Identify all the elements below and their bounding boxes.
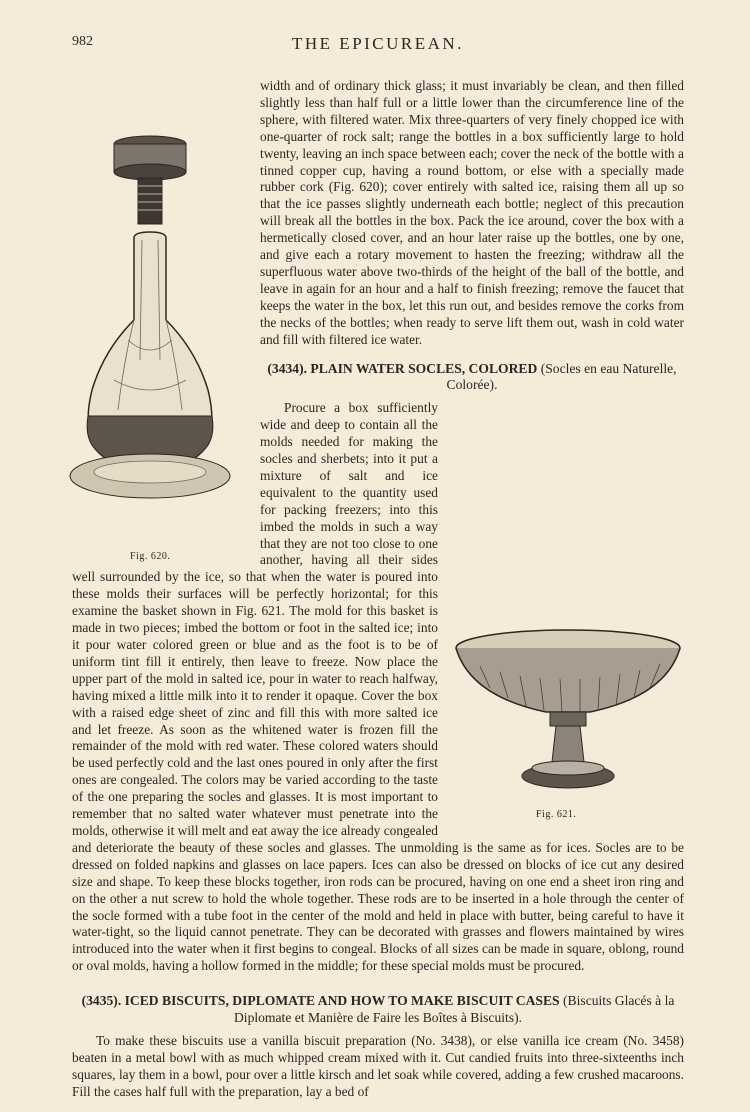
paragraph-3434-body: Procure a box sufficiently wide and deep to contain all the molds needed for making the socles and sherbets; into it put a mixture of salt and ice equivalent to the quantity used for packing freezers; into this imbed the molds in such a way that they are not too close to one another, having all their sides well surrounded by the ice, so that when the water is poured into these molds their surfaces will be perfectly horizontal; for this examine the basket shown in Fig. 621. The mold for this basket is made in two pieces; imbed the bottom or foot in the salted ice; into it pour water colored green or blue and as the foot is to be of uniform tint fill it entirely, then leave to freeze. Now place the upper part of the mold in salted ice, pour in water to reach halfway, having mixed a little milk into it to render it opaque. Cover the box with a raised edge sheet of zinc and fill this with more salted ice and let freeze. As soon as the whitened water is frozen fill the remainder of the mold with red water. These colored waters should be used perfectly cold and the last ones poured in only after the first ones are congealed. The colors may be varied according to the taste of the one preparing the socles and glasses. It is most important to remember that no salted water whatever must penetrate into the molds, otherwise it will melt and eat away the ice already congealed and deteriorate the beauty of these socles and glasses. The unmolding is the same as for ices. Socles are to be dressed on folded napkins and glasses on lace papers. Ices can also be dressed on blocks of ice cut any desired size and shape. To keep these blocks together, iron rods can be procured, having on one end a sheet iron ring and on the other a nut screw to hold the whole together. These rods are to be inserted in a hole through the center of the socle formed with a tube foot in the center of the mold and held in place with butter, being careful to have it water-tight, so the liquid cannot penetrate. They can be decorated with grasses and flowers maintained by wires introduced into the water when it first begins to congeal. Blocks of all sizes can be made in square, oblong, round or oval molds, having a hollow formed in the middle; for these special molds must be procured.: [72, 400, 684, 974]
running-title: THE EPICUREAN.: [292, 34, 464, 53]
body-text: [72, 78, 684, 1101]
paragraph-continuation: width and of ordinary thick glass; it must invariably be clean, and then filled slightly less than half full or a little lower than the circumference line of the sphere, with filtered water. Mix three-quarters of very finely chopped ice with one-quarter of rock salt; range the bottles in a box sufficiently large to hold twenty, leaving an inch space between each; cover the neck of the bottle with a tinned copper cup, having a round bottom, or else with a specially made rubber cork (Fig. 620); cover entirely with salted ice, raising them all up so that the ice passes slightly underneath each bottle; neglect of this precaution will break all the bottles in the box. Pack the ice around, cover the box with a hermetically closed cover, and an hour later raise up the bottles, one by one, and give each a rotary movement to hasten the freezing; withdraw all the superfluous water above two-thirds of the height of the ball of the bottle, and leave in again for an hour and a half to finish freezing; remove the faucet that keeps the water in the box, let this run out, and besides remove the corks from the necks of the bottles; when ready to serve lift them out, wash in cold water and fill with filtered ice water.: [260, 78, 684, 347]
section-heading-3435-french: (Biscuits Glacés à la Diplomate et Manière de Faire les Boîtes à Biscuits).: [233, 993, 675, 1026]
page-number: 982: [72, 34, 93, 49]
paragraph-3435-body: To make these biscuits use a vanilla biscuit preparation (No. 3438), or else vanilla ice cream (No. 3458) beaten in a metal bowl with as much whipped cream mixed with it. Cut candied fruits into three-sixteenths inch squares, lay them in a bowl, pour over a little kirsch and let soak while covered, adding a few crushed macaroons. Fill the cases half full with the preparation, lay a bed of: [72, 1032, 684, 1099]
section-heading-3435-title: (3435). ICED BISCUITS, DIPLOMATE AND HOW TO MAKE BISCUIT CASES: [81, 993, 560, 1009]
page-header: [72, 34, 684, 56]
figure-620: [68, 130, 248, 564]
basket-mold-illustration: [450, 626, 686, 802]
section-heading-3434-title: (3434). PLAIN WATER SOCLES, COLORED: [267, 360, 538, 376]
section-heading-3434-french: (Socles en eau Naturelle, Colorée).: [446, 360, 677, 393]
figure-620-caption: Fig. 620.: [130, 550, 171, 562]
section-heading-3435: [72, 993, 684, 1027]
figure-621-caption: Fig. 621.: [536, 809, 577, 821]
bottle-and-cork-illustration: [68, 130, 248, 542]
figure-621: [450, 626, 686, 824]
